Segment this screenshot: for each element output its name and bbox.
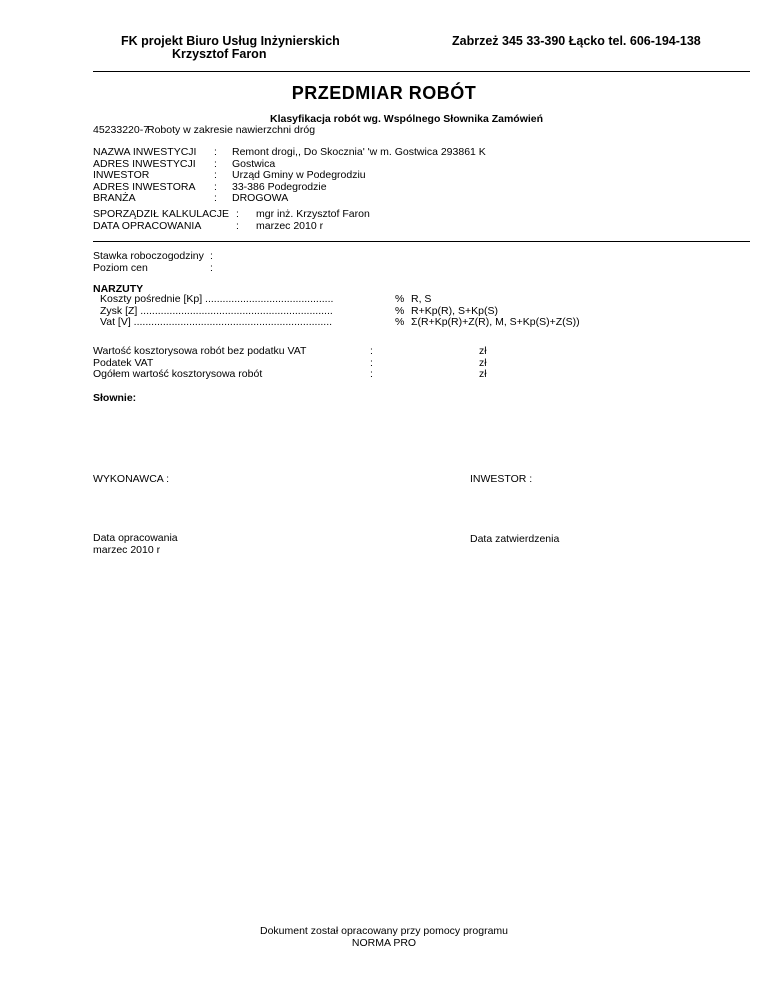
- value-investment-address: Gostwica: [232, 157, 276, 170]
- prep-date-value: marzec 2010 r: [93, 543, 161, 556]
- surcharge-units: [395, 294, 404, 329]
- surcharge-bases: [411, 294, 580, 329]
- header-divider: [93, 71, 750, 72]
- label-total-value: Ogółem wartość kosztorysowa robót: [93, 368, 263, 380]
- classification-heading: Klasyfikacja robót wg. Wspólnego Słownika Zamówień: [270, 113, 544, 125]
- footer-line2: NORMA PRO: [351, 936, 417, 949]
- label-investment-address: ADRES INWESTYCJI: [93, 157, 196, 170]
- value-investor: Urząd Gminy w Podegrodziu: [232, 169, 366, 181]
- label-branch: BRANŻA: [93, 192, 136, 204]
- colon: :: [214, 146, 217, 158]
- label-hourly-rate: Stawka roboczogodziny: [93, 250, 204, 262]
- colon: :: [210, 250, 213, 262]
- surcharge-labels: [100, 294, 333, 329]
- colon: :: [370, 368, 373, 380]
- prepared-colons: [236, 209, 239, 232]
- footer-line1: Dokument został opracowany przy pomocy programu: [259, 925, 509, 937]
- percent-sign: %: [395, 304, 405, 317]
- approval-date-label: Data zatwierdzenia: [470, 533, 560, 545]
- company-owner: Krzysztof Faron: [172, 47, 267, 61]
- prep-date-block: [93, 533, 178, 556]
- investor-label: INWESTOR :: [470, 473, 533, 485]
- investment-values: [232, 147, 486, 205]
- surcharge-base-profit: R+Kp(R), S+Kp(S): [411, 304, 498, 317]
- prepared-values: [256, 209, 370, 232]
- section-divider: [93, 241, 750, 242]
- currency-label: zł: [479, 356, 487, 369]
- currency-label: zł: [479, 345, 487, 357]
- label-vat-tax: Podatek VAT: [93, 356, 154, 369]
- surcharges-heading: NARZUTY: [93, 283, 144, 295]
- company-address: Zabrzeż 345 33-390 Łącko tel. 606-194-138: [452, 34, 701, 48]
- totals-labels: [93, 346, 306, 381]
- colon: :: [370, 345, 373, 357]
- label-price-level: Poziom cen: [93, 261, 148, 274]
- value-investor-address: 33-386 Podegrodzie: [232, 180, 327, 193]
- prep-date-label: Data opracowania: [93, 532, 178, 544]
- colon: :: [214, 169, 217, 181]
- surcharge-label-overheads: Koszty pośrednie [Kp] ............................................: [100, 293, 334, 305]
- surcharge-label-vat: Vat [V] ....................................................................: [100, 316, 333, 328]
- value-prepared-date: marzec 2010 r: [256, 219, 324, 232]
- investment-labels: [93, 147, 196, 205]
- colon: :: [214, 180, 217, 193]
- label-net-value: Wartość kosztorysowa robót bez podatku VAT: [93, 345, 307, 357]
- classification-code: 45233220-7: [93, 124, 150, 136]
- totals-currency: [479, 346, 487, 381]
- colon: :: [236, 208, 239, 220]
- in-words-label: Słownie:: [93, 392, 137, 404]
- colon: :: [214, 192, 217, 204]
- page-title: PRZEDMIAR ROBÓT: [291, 83, 477, 103]
- surcharge-base-vat: Σ(R+Kp(R)+Z(R), M, S+Kp(S)+Z(S)): [411, 316, 580, 328]
- label-prepared-by: SPORZĄDZIŁ KALKULACJE: [93, 208, 229, 220]
- colon: :: [210, 261, 213, 274]
- surcharge-base-overheads: R, S: [411, 293, 432, 305]
- value-investment-name: Remont drogi,, Do Skocznia' 'w m. Gostwica 293861 K: [232, 146, 486, 158]
- label-investor: INWESTOR: [93, 169, 150, 181]
- rates-colons: [210, 251, 213, 274]
- totals-colons: [370, 346, 373, 381]
- classification-description: Roboty w zakresie nawierzchni dróg: [147, 124, 316, 136]
- rates-labels: [93, 251, 204, 274]
- percent-sign: %: [395, 293, 405, 305]
- footer: [0, 926, 768, 949]
- percent-sign: %: [395, 316, 405, 328]
- prepared-labels: [93, 209, 229, 232]
- investment-colons: [214, 147, 217, 205]
- label-investment-name: NAZWA INWESTYCJI: [93, 146, 197, 158]
- value-branch: DROGOWA: [232, 192, 289, 204]
- colon: :: [214, 157, 217, 170]
- value-prepared-by: mgr inż. Krzysztof Faron: [256, 208, 370, 220]
- colon: :: [370, 356, 373, 369]
- label-prepared-date: DATA OPRACOWANIA: [93, 219, 202, 232]
- surcharge-label-profit: Zysk [Z] ..................................................................: [100, 304, 333, 317]
- currency-label: zł: [479, 368, 487, 380]
- contractor-label: WYKONAWCA :: [93, 473, 170, 485]
- label-investor-address: ADRES INWESTORA: [93, 180, 196, 193]
- colon: :: [236, 219, 239, 232]
- company-name: FK projekt Biuro Usług Inżynierskich: [121, 34, 340, 48]
